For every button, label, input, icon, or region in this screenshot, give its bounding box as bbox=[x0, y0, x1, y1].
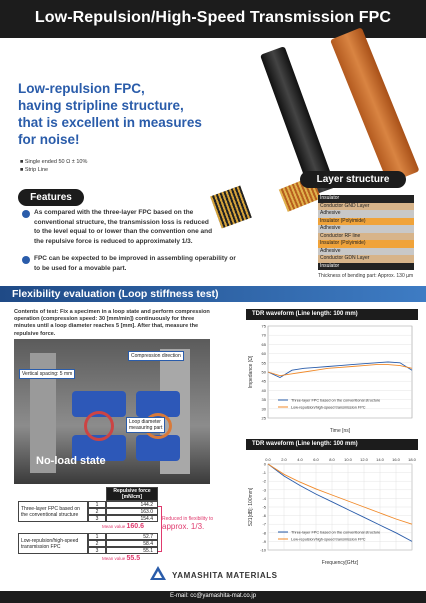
group-name-line: Low-repulsion/high-speed bbox=[21, 537, 79, 544]
spec-text: Strip Line bbox=[24, 167, 49, 173]
logo-icon bbox=[150, 566, 166, 580]
y-tick-label: -5 bbox=[262, 504, 266, 510]
tdr-chart-title: TDR waveform (Line length: 100 mm) bbox=[246, 309, 418, 320]
spec-text: Single ended 50 Ω ± 10% bbox=[24, 159, 88, 165]
contents-line: repulsive force. bbox=[14, 330, 56, 337]
layer-row: Conductor RF line bbox=[318, 233, 414, 241]
feature-line: FPC can be expected to be improved in assembling operability or bbox=[34, 255, 236, 262]
layer-row: Adhesive bbox=[318, 210, 414, 218]
layer-row: Adhesive bbox=[318, 225, 414, 233]
table-cell: 3 bbox=[88, 515, 106, 522]
x-tick-label: 18.0 bbox=[408, 457, 416, 462]
legend-label: Low-repulsion/high-speed transmission FPC bbox=[291, 537, 366, 542]
note-line: approx. 1/3. bbox=[162, 522, 205, 531]
x-tick-label: 2.0 bbox=[281, 457, 287, 462]
brand-name: YAMASHITA MATERIALS bbox=[172, 571, 278, 580]
headline bbox=[18, 80, 218, 148]
headline-line: Low-repulsion FPC, bbox=[18, 81, 145, 96]
x-tick-label: 14.0 bbox=[376, 457, 384, 462]
table-cell: 1 bbox=[88, 501, 106, 508]
layer-row: Insulator bbox=[318, 263, 414, 271]
loop-diameter-label: Loop diameter measuring part bbox=[126, 417, 165, 433]
y-tick-label: 65 bbox=[261, 341, 266, 347]
table-cell: 52.7 bbox=[106, 533, 158, 540]
feature-line: the repulsive force is reduced to approximately 1/3. bbox=[34, 237, 193, 245]
headline-line: that is excellent in measures bbox=[18, 115, 202, 130]
y-tick-label: -3 bbox=[262, 487, 266, 493]
spec-item: ■ Single ended 50 Ω ± 10% bbox=[20, 159, 88, 165]
flexibility-title: Flexibility evaluation (Loop stiffness test) bbox=[12, 288, 219, 300]
y-tick-label: 55 bbox=[261, 360, 266, 366]
table-cell: 3 bbox=[88, 547, 106, 554]
y-tick-label: -6 bbox=[262, 513, 266, 519]
y-tick-label: -1 bbox=[262, 470, 266, 476]
x-tick-label: 12.0 bbox=[360, 457, 368, 462]
mean-value bbox=[102, 523, 144, 530]
table-header-line: [mN/cm] bbox=[121, 494, 142, 500]
tdr-chart bbox=[246, 322, 418, 436]
y-tick-label: 35 bbox=[261, 397, 266, 403]
table-cell: 58.4 bbox=[106, 540, 158, 547]
y-tick-label: 25 bbox=[261, 415, 266, 421]
y-tick-label: 60 bbox=[261, 351, 266, 357]
no-load-state-label: No-load state bbox=[36, 455, 106, 467]
layer-row: Insulator bbox=[318, 195, 414, 203]
y-tick-label: 45 bbox=[261, 378, 266, 384]
table-cell: 163.0 bbox=[106, 508, 158, 515]
mean-number: 160.6 bbox=[126, 523, 145, 530]
feature-line: to the level equal to or lower than the convention one and bbox=[34, 228, 213, 235]
table-cell bbox=[18, 487, 106, 501]
table-header-line: Repulsive force bbox=[113, 488, 151, 494]
bullet-icon bbox=[22, 256, 30, 264]
table-cell bbox=[106, 487, 158, 501]
contents-line: minutes until a loop diameter reaches 5 [mm]. After that, measure the bbox=[14, 323, 199, 330]
contact-email: E-mail: cc@yamashita-mat.co.jp bbox=[169, 593, 257, 599]
group-name-line: Three-layer FPC based on bbox=[21, 505, 80, 512]
note-line: Reduced in flexibility to bbox=[162, 516, 214, 522]
compression-label: Compression direction bbox=[128, 351, 184, 361]
layer-row: Insulator (Polyimide) bbox=[318, 240, 414, 248]
layer-row: Conductor GND Layer bbox=[318, 203, 414, 211]
page-title: Low-Repulsion/High-Speed Transmission FPC bbox=[34, 9, 392, 26]
y-tick-label: 50 bbox=[261, 369, 266, 375]
headline-line: for noise! bbox=[18, 132, 80, 147]
contents-line: Contents of test: Fix a specimen in a loop state and perform compression bbox=[14, 309, 210, 315]
y-tick-label: -7 bbox=[262, 521, 266, 527]
y-tick-label: -8 bbox=[262, 530, 266, 536]
feature-item bbox=[34, 254, 274, 273]
x-axis-label: Time [ns] bbox=[329, 428, 351, 434]
headline-line: having stripline structure, bbox=[18, 98, 184, 113]
y-tick-label: 30 bbox=[261, 406, 266, 412]
x-tick-label: 10.0 bbox=[344, 457, 352, 462]
features-title: Features bbox=[18, 189, 84, 206]
feature-line: As compared with the three-layer FPC based on the bbox=[34, 209, 194, 216]
fpc-loop bbox=[84, 411, 114, 441]
table-cell: 55.1 bbox=[106, 547, 158, 554]
legend-label: Three-layer FPC based on the conventional structure bbox=[291, 530, 381, 535]
y-axis-label: S21[dB]: 100mm] bbox=[248, 487, 254, 527]
feature-line: conventional structure, the transmission loss is reduced bbox=[34, 218, 209, 226]
layer-row: Conductor GDN Layer bbox=[318, 255, 414, 263]
mean-value bbox=[102, 555, 140, 562]
layer-row: Insulator (Polyimide) bbox=[318, 218, 414, 226]
spec-item: ■ Strip Line bbox=[20, 167, 49, 173]
table-cell: 2 bbox=[88, 540, 106, 547]
mean-number: 55.5 bbox=[126, 555, 141, 562]
reduction-note bbox=[162, 516, 213, 530]
x-tick-label: 8.0 bbox=[329, 457, 335, 462]
x-tick-label: 16.0 bbox=[392, 457, 400, 462]
sdd-chart-title: TDR waveform (Line length: 100 mm) bbox=[246, 439, 418, 450]
feature-item bbox=[34, 208, 274, 246]
y-axis-label: Impedance [Ω] bbox=[248, 355, 254, 389]
legend-label: Three-layer FPC based on the conventional structure bbox=[291, 398, 381, 403]
table-cell bbox=[18, 533, 88, 554]
table-cell: 144.2 bbox=[106, 501, 158, 508]
test-contents bbox=[14, 309, 210, 338]
y-tick-label: 70 bbox=[261, 332, 266, 338]
group-name-line: transmission FPC bbox=[21, 543, 61, 550]
contents-line: operation (compression speed: 30 [mm/min]) continuously for three bbox=[14, 316, 195, 323]
layer-row: Adhesive bbox=[318, 248, 414, 256]
x-tick-label: 6.0 bbox=[313, 457, 319, 462]
mean-label: Mean value bbox=[102, 524, 127, 529]
x-tick-label: 0.0 bbox=[265, 457, 271, 462]
y-tick-label: -9 bbox=[262, 538, 266, 544]
y-tick-label: -4 bbox=[262, 495, 266, 501]
copper-fpc-image bbox=[330, 27, 420, 183]
x-tick-label: 4.0 bbox=[297, 457, 303, 462]
y-tick-label: -2 bbox=[262, 478, 266, 484]
y-tick-label: 75 bbox=[261, 323, 266, 329]
layer-structure-title: Layer structure bbox=[300, 171, 406, 188]
table-cell: 1 bbox=[88, 533, 106, 540]
table-cell bbox=[18, 501, 88, 522]
feature-line: to be used for a movable part. bbox=[34, 264, 127, 272]
mean-label: Mean value bbox=[102, 556, 127, 561]
legend-label: Low-repulsion/high-speed transmission FPC bbox=[291, 405, 366, 410]
table-cell: 154.4 bbox=[106, 515, 158, 522]
y-tick-label: -10 bbox=[260, 547, 266, 553]
table-cell: 2 bbox=[88, 508, 106, 515]
s21-chart bbox=[246, 452, 418, 568]
y-tick-label: 0 bbox=[263, 461, 266, 467]
x-axis-label: Frequency[GHz] bbox=[321, 560, 359, 566]
thickness-note: Thickness of bending part: Approx. 130 µm bbox=[318, 273, 414, 279]
vertical-spacing-label: Vertical spacing: 5 mm bbox=[19, 369, 75, 379]
group-name-line: the conventional structure bbox=[21, 511, 79, 518]
y-tick-label: 40 bbox=[261, 387, 266, 393]
bullet-icon bbox=[22, 210, 30, 218]
bracket bbox=[158, 506, 162, 552]
